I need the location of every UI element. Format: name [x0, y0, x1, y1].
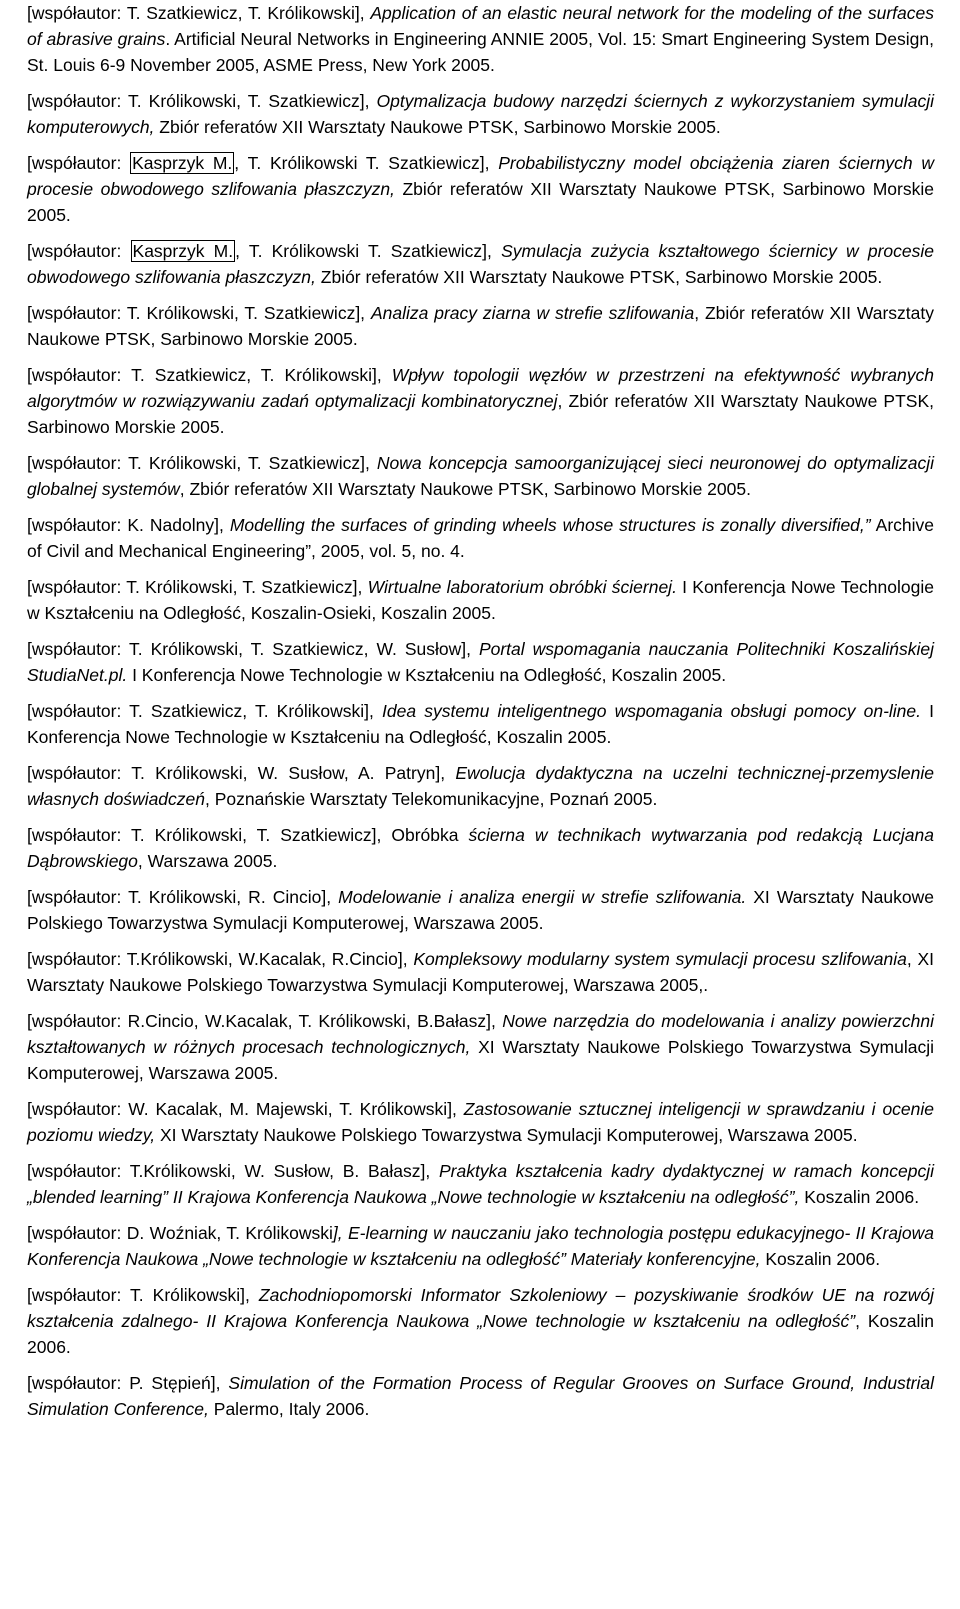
bibliography-entry	[27, 300, 934, 352]
bibliography-entry	[27, 760, 934, 812]
entry-text: XI Warsztaty Naukowe Polskiego Towarzystwa Symulacji Komputerowej, Warszawa 2005.	[155, 1125, 858, 1145]
entry-text: , Zbiór referatów XII Warsztaty Naukowe PTSK, Sarbinowo Morskie 2005.	[179, 479, 751, 499]
bibliography-entry	[27, 362, 934, 440]
entry-text: [współautor: T. Szatkiewicz, T. Królikowski],	[27, 701, 383, 721]
entry-title-italic: Probabilistyczny model obciążenia ziaren ściernych w procesie obwodowego szlifowania płaszczyzn,	[27, 153, 934, 199]
entry-text: , XI Warsztaty Naukowe Polskiego Towarzystwa Symulacji Komputerowej, Warszawa 2005,.	[27, 949, 934, 995]
entry-text: [współautor: T. Królikowski, T. Szatkiewicz],	[27, 303, 371, 323]
bibliography-list	[27, 0, 934, 1422]
entry-boxed-author: Kasprzyk M.	[132, 153, 233, 173]
entry-text: XI Warsztaty Naukowe Polskiego Towarzystwa Symulacji Komputerowej, Warszawa 2005.	[27, 887, 934, 933]
bibliography-entry	[27, 822, 934, 874]
entry-text: Zbiór referatów XII Warsztaty Naukowe PTSK, Sarbinowo Morskie 2005.	[315, 267, 883, 287]
bibliography-entry	[27, 946, 934, 998]
entry-text: [współautor: K. Nadolny],	[27, 515, 230, 535]
entry-title-italic: Kompleksowy modularny system symulacji procesu szlifowania	[413, 949, 907, 969]
bibliography-entry	[27, 238, 934, 290]
entry-title-italic: Zachodniopomorski Informator Szkoleniowy – pozyskiwanie środków UE na rozwój kształcenia zdalnego- II Krajowa Konferencja Naukowa „Nowe technologie w kształceniu na odległość”	[27, 1285, 934, 1331]
entry-text: [współautor:	[27, 153, 131, 173]
entry-text: [współautor: T. Królikowski, T. Szatkiewicz],	[27, 91, 377, 111]
bibliography-entry	[27, 88, 934, 140]
entry-text: [współautor: W. Kacalak, M. Majewski, T. Królikowski],	[27, 1099, 464, 1119]
entry-boxed-author: Kasprzyk M.	[132, 241, 234, 261]
entry-title-italic: Wirtualne laboratorium obróbki ściernej.	[367, 577, 677, 597]
bibliography-entry	[27, 1096, 934, 1148]
entry-text: Zbiór referatów XII Warsztaty Naukowe PTSK, Sarbinowo Morskie 2005.	[27, 179, 934, 225]
entry-title-italic: Modelowanie i analiza energii w strefie szlifowania.	[338, 887, 747, 907]
entry-text: [współautor: T. Królikowski, T. Szatkiewicz],	[27, 453, 377, 473]
entry-title-italic: Simulation of the Formation Process of Regular Grooves on Surface Ground, Industrial Simulation Conference,	[27, 1373, 934, 1419]
entry-text: XI Warsztaty Naukowe Polskiego Towarzystwa Symulacji Komputerowej, Warszawa 2005.	[27, 1037, 934, 1083]
entry-text: Koszalin 2006.	[799, 1187, 920, 1207]
entry-text: , Koszalin 2006.	[27, 1311, 934, 1357]
entry-text: I Konferencja Nowe Technologie w Kształceniu na Odległość, Koszalin 2005.	[127, 665, 727, 685]
entry-text: [współautor: T. Królikowski, W. Susłow, A. Patryn],	[27, 763, 456, 783]
entry-text: , Zbiór referatów XII Warsztaty Naukowe PTSK, Sarbinowo Morskie 2005.	[27, 391, 934, 437]
entry-text: . Artificial Neural Networks in Engineering ANNIE 2005, Vol. 15: Smart Engineering System Design, St. Louis 6-9 November 2005, ASME Press, New York 2005.	[27, 29, 934, 75]
entry-title-italic: Symulacja zużycia kształtowego ściernicy w procesie obwodowego szlifowania płaszczyzn,	[27, 241, 934, 287]
bibliography-entry	[27, 884, 934, 936]
entry-title-italic: Application of an elastic neural network for the modeling of the surfaces of abrasive grains	[27, 3, 934, 49]
entry-text: [współautor: D. Woźniak, T. Królikowski	[27, 1223, 333, 1243]
entry-title-italic: Analiza pracy ziarna w strefie szlifowania	[370, 303, 695, 323]
entry-text: , Zbiór referatów XII Warsztaty Naukowe PTSK, Sarbinowo Morskie 2005.	[27, 303, 934, 349]
entry-text: , T. Królikowski T. Szatkiewicz],	[235, 241, 502, 261]
entry-text: Zbiór referatów XII Warsztaty Naukowe PTSK, Sarbinowo Morskie 2005.	[154, 117, 721, 137]
entry-text: I Konferencja Nowe Technologie w Kształceniu na Odległość, Koszalin 2005.	[27, 701, 934, 747]
bibliography-entry	[27, 512, 934, 564]
bibliography-entry	[27, 0, 934, 78]
bibliography-entry	[27, 574, 934, 626]
entry-text: , Poznańskie Warsztaty Telekomunikacyjne, Poznań 2005.	[205, 789, 658, 809]
entry-title-italic: Zastosowanie sztucznej inteligencji w sprawdzaniu i ocenie poziomu wiedzy,	[27, 1099, 935, 1145]
entry-text: [współautor: T. Szatkiewicz, T. Królikowski],	[27, 365, 392, 385]
bibliography-entry	[27, 1282, 934, 1360]
entry-title-italic: Nowe narzędzia do modelowania i analizy powierzchni kształtowanych w różnych procesach technologicznych,	[27, 1011, 934, 1057]
entry-title-italic: Modelling the surfaces of grinding wheels whose structures is zonally diversified,”	[229, 515, 871, 535]
entry-text: [współautor: P. Stępień],	[27, 1373, 229, 1393]
entry-title-italic: ścierna w technikach wytwarzania pod redakcją Lucjana Dąbrowskiego	[27, 825, 934, 871]
entry-title-italic: ], E-learning w nauczaniu jako technologia postępu edukacyjnego- II Krajowa Konferencja Naukowa „Nowe technologie w kształceniu na odległość” Materiały konferencyjne,	[27, 1223, 935, 1269]
entry-text: [współautor: T. Królikowski, T. Szatkiewicz, W. Susłow],	[27, 639, 479, 659]
entry-title-italic: Praktyka kształcenia kadry dydaktycznej w ramach koncepcji „blended learning” II Krajowa Konferencja Naukowa „Nowe technologie w kształceniu na odległość”,	[27, 1161, 934, 1207]
entry-text: [współautor: T. Królikowski, T. Szatkiewicz], Obróbka	[27, 825, 469, 845]
bibliography-entry	[27, 1158, 934, 1210]
bibliography-entry	[27, 698, 934, 750]
entry-title-italic: Idea systemu inteligentnego wspomagania obsługi pomocy on-line.	[382, 701, 922, 721]
bibliography-entry	[27, 450, 934, 502]
entry-text: [współautor: T. Królikowski, R. Cincio],	[27, 887, 339, 907]
entry-title-italic: Portal wspomagania nauczania Politechniki Koszalińskiej StudiaNet.pl.	[27, 639, 934, 685]
bibliography-entry	[27, 1008, 934, 1086]
entry-text: [współautor: T. Królikowski, T. Szatkiewicz],	[27, 577, 368, 597]
bibliography-entry	[27, 636, 934, 688]
entry-title-italic: Ewolucja dydaktyczna na uczelni technicznej-przemyslenie własnych doświadczeń	[27, 763, 934, 809]
entry-text: [współautor: T.Królikowski, W. Susłow, B. Bałasz],	[27, 1161, 439, 1181]
entry-text: Koszalin 2006.	[760, 1249, 881, 1269]
bibliography-entry	[27, 1370, 934, 1422]
entry-text: Archive of Civil and Mechanical Engineering”, 2005, vol. 5, no. 4.	[27, 515, 935, 561]
entry-text: [współautor: T. Szatkiewicz, T. Królikowski],	[27, 3, 371, 23]
entry-title-italic: Optymalizacja budowy narzędzi ściernych z wykorzystaniem symulacji komputerowych,	[27, 91, 934, 137]
entry-text: Palermo, Italy 2006.	[208, 1399, 370, 1419]
entry-text: , T. Królikowski T. Szatkiewicz],	[234, 153, 499, 173]
entry-text: [współautor:	[27, 241, 131, 261]
bibliography-entry	[27, 150, 934, 228]
entry-text: [współautor: T.Królikowski, W.Kacalak, R.Cincio],	[27, 949, 414, 969]
entry-text: [współautor: T. Królikowski],	[27, 1285, 259, 1305]
entry-text: , Warszawa 2005.	[137, 851, 278, 871]
entry-title-italic: Wpływ topologii węzłów w przestrzeni na efektywność wybranych algorytmów w rozwiązywaniu zadań optymalizacji kombinatorycznej	[27, 365, 934, 411]
entry-text: I Konferencja Nowe Technologie w Kształceniu na Odległość, Koszalin-Osieki, Koszalin 2005.	[27, 577, 934, 623]
bibliography-entry	[27, 1220, 934, 1272]
entry-title-italic: Nowa koncepcja samoorganizującej sieci neuronowej do optymalizacji globalnej systemów	[27, 453, 934, 499]
entry-text: [współautor: R.Cincio, W.Kacalak, T. Królikowski, B.Bałasz],	[27, 1011, 503, 1031]
